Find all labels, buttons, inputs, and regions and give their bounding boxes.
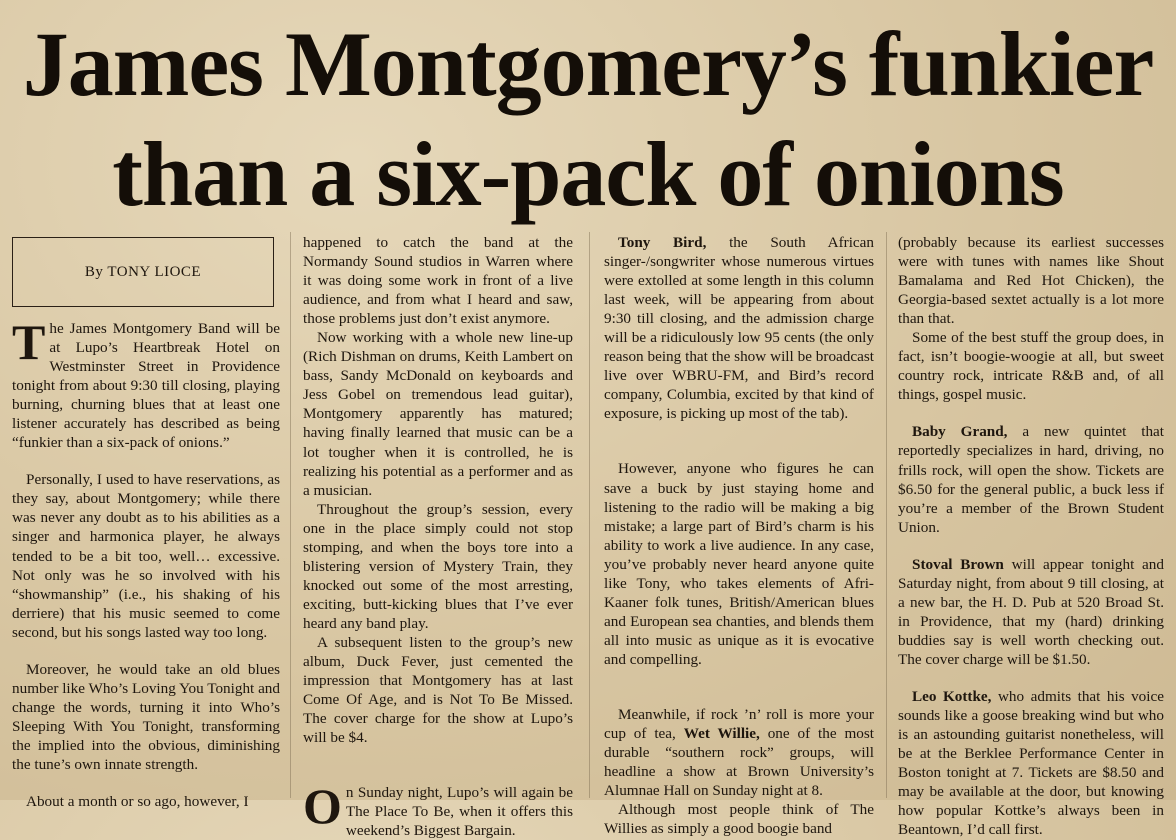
headline-line-2: than a six-pack of onions xyxy=(112,123,1064,225)
column-divider xyxy=(886,232,887,798)
article-column-3 xyxy=(604,233,874,838)
byline-box xyxy=(12,237,274,307)
paragraph: Tony Bird, the South African singer-/songwriter whose numerous virtues were extolled at some length in this column last week, will be appearing from about 9:30 till closing, and the admission charge will be a ridiculously low 95 cents (the only reason being that the show will be broadcast live over WBRU-FM, and Bird’s record company, Columbia, excited by that kind of exposure, is picking up most of the tab). xyxy=(604,234,874,423)
paragraph: The James Montgomery Band will be at Lupo’s Heartbreak Hotel on Westminster Street in Providence tonight from about 9:30 till closing, playing burning, churning blues that at least one listener accurately has described as being “funkier than a six-pack of onions.” xyxy=(12,314,280,452)
paragraph: Although most people think of The Willies as simply a good boogie band xyxy=(604,801,874,838)
article-column-2 xyxy=(303,233,573,840)
paragraph: Stoval Brown will appear tonight and Saturday night, from about 9 till closing, at a new bar, the H. D. Pub at 520 Broad St. in Providence, that my (hard) drinking buddies say is well worth checking out. The cover charge will be $1.50. xyxy=(898,555,1164,668)
act-name: Stoval Brown xyxy=(912,555,1004,573)
headline-line-1: James Montgomery’s funkier xyxy=(22,13,1154,115)
act-name: Baby Grand, xyxy=(912,423,1008,441)
act-name: Wet Willie, xyxy=(683,725,760,743)
paragraph: Meanwhile, if rock ’n’ roll is more your cup of tea, Wet Willie, one of the most durable “southern rock” groups, will headline a show at Brown University’s Alumnae Hall on Sunday night at 8. xyxy=(604,705,875,800)
paragraph: Throughout the group’s session, every one in the place simply could not stop stomping, and when the boys tore into a blistering version of Mystery Train, they knocked out some of the most arresting, exciting, butt-kicking blues that I’ve ever heard any band play. xyxy=(303,500,573,632)
paragraph: Some of the best stuff the group does, in fact, isn’t boogie-woogie at all, but sweet country rock, intricate R&B and, of all things, gospel music. xyxy=(898,329,1164,404)
column-divider xyxy=(290,232,291,798)
paragraph: (probably because its earliest successes were with tunes with names like Shout Bamalama and Red Hot Chicken), the Georgia-based sextet actually is a lot more than that. xyxy=(898,234,1164,328)
drop-cap: O xyxy=(303,778,342,835)
paragraph: happened to catch the band at the Normandy Sound studios in Warren where it was doing some work in front of a live audience, and from what I heard and saw, those problems just don’t exist anymore. xyxy=(303,234,573,328)
paragraph: A subsequent listen to the group’s new album, Duck Fever, just cemented the impression that Montgomery has at last Come Of Age, and is Not To Be Missed. The cover charge for the show at Lupo’s will be $4. xyxy=(303,633,573,747)
paragraph: Baby Grand, a new quintet that reportedly specializes in hard, driving, no frills rock, will open the show. Tickets are $6.50 for the general public, a buck less if you’re a member of the Brown Student Union. xyxy=(898,423,1164,536)
column-divider xyxy=(589,232,590,798)
act-name: Leo Kottke, xyxy=(912,687,992,705)
paragraph: On Sunday night, Lupo’s will again be The Place To Be, when it offers this weekend’s Biggest Bargain. xyxy=(303,778,573,840)
act-name: Tony Bird, xyxy=(618,234,707,251)
byline: By TONY LIOCE xyxy=(84,263,202,280)
article-column-1 xyxy=(12,314,280,811)
article-column-4 xyxy=(898,233,1164,839)
paragraph: However, anyone who figures he can save a buck by just staying home and listening to the radio will be making a big mistake; a large part of Bird’s charm is his ability to work a live audience. In any case, you’ve probably never heard anyone quite like Tony, who takes elements of Afri-Kaaner folk tunes, British/American blues and European sea chanties, and blends them all into music as unique as it is evocative and compelling. xyxy=(604,460,874,668)
paragraph: Moreover, he would take an old blues number like Who’s Loving You Tonight and change the words, turning it into Who’s Sleeping With You Tonight, transforming the implied into the obvious, diminishing the tune’s own innate strength. xyxy=(12,660,280,773)
paragraph: Personally, I used to have reservations, as they say, about Montgomery; while there was never any doubt as to his abilities as a singer and harmonica player, he always tended to be a bit too, well… excessive. Not only was he so involved with his “showmanship” (i.e., his shaking of his derriere) that his music seemed to come second, but his songs lasted way too long. xyxy=(12,471,280,641)
paragraph: About a month or so ago, however, I xyxy=(26,793,249,811)
paragraph: Leo Kottke, who admits that his voice sounds like a goose breaking wind but who is an astounding guitarist nonetheless, will be at the Berklee Performance Center in Boston tonight at 7. Tickets are $8.50 and may be available at the door, but knowing how popular Kottke’s always been in Beantown, I’d call first. xyxy=(898,687,1164,839)
drop-cap: T xyxy=(12,314,46,370)
paragraph: Now working with a whole new line-up (Rich Dishman on drums, Keith Lambert on bass, Sandy McDonald on keyboards and Jess Gobel on tremendous lead guitar), Montgomery apparently has matured; having finally learned that music can be a lot tougher when it is controlled, he is realizing his potential as a performer and as a musician. xyxy=(303,329,573,499)
